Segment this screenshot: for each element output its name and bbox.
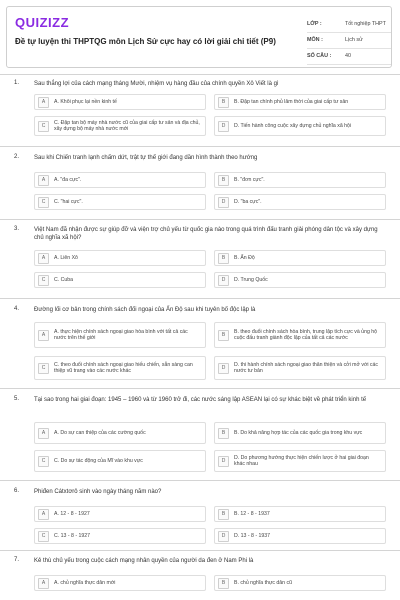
option-letter: D	[218, 531, 229, 542]
option-b[interactable]	[214, 575, 386, 591]
option-text: C. Do sự tác động của Mĩ vào khu vực	[54, 457, 143, 464]
option-text: A. chủ nghĩa thực dân mới	[54, 579, 116, 586]
option-c[interactable]	[34, 194, 206, 210]
option-b[interactable]	[214, 422, 386, 444]
option-letter: A	[38, 97, 49, 108]
question-number: 7.	[14, 557, 20, 563]
option-a[interactable]	[34, 172, 206, 188]
divider	[0, 74, 400, 75]
option-text: C. Cuba	[54, 276, 74, 283]
option-letter: C	[38, 363, 49, 374]
option-text: B. 12 - 8 - 1937	[234, 510, 270, 517]
option-c[interactable]	[34, 450, 206, 472]
option-text: C. theo đuổi chính sách ngoại giao hiếu chiến, sẵn sàng can thiệp vũ trang vào các nước khác	[54, 361, 193, 374]
option-b[interactable]	[214, 250, 386, 266]
option-a[interactable]	[34, 422, 206, 444]
worksheet-title: Đề tự luyện thi THPTQG môn Lịch Sử cực hay có lời giải chi tiết (P9)	[15, 37, 276, 46]
question-number: 6.	[14, 488, 20, 494]
question-text: Đường lối cơ bản trong chính sách đối ngoại của Ấn Độ sau khi tuyên bố độc lập là	[34, 307, 256, 313]
option-text: A. "đa cực".	[54, 176, 82, 183]
meta-value: 40	[345, 53, 351, 59]
meta-key: SỐ CÂU :	[307, 53, 332, 59]
option-letter: C	[38, 456, 49, 467]
option-d[interactable]	[214, 450, 386, 472]
option-text: A. Liên Xô	[54, 254, 78, 261]
divider	[0, 298, 400, 299]
option-letter: B	[218, 428, 229, 439]
option-letter: A	[38, 509, 49, 520]
option-text: A. 12 - 8 - 1927	[54, 510, 90, 517]
option-text: B. theo đuổi chính sách hòa bình, trung lập tích cực và ủng hộ cuộc đấu tranh giành độc lập của tất cả các nước	[234, 328, 378, 341]
option-text: C. 13 - 8 - 1927	[54, 532, 91, 539]
question-2	[0, 154, 400, 218]
option-letter: D	[218, 197, 229, 208]
question-text: Việt Nam đã nhận được sự giúp đỡ và viện trợ chủ yếu từ quốc gia nào trong quá trình đấu tranh giải phóng dân tộc và xây dựng chủ nghĩa xã hội?	[34, 227, 378, 241]
meta-panel	[307, 17, 391, 65]
option-d[interactable]	[214, 356, 386, 380]
option-text: A. Do sự can thiệp của các cường quốc	[54, 429, 146, 436]
option-text: C. "hai cực".	[54, 198, 83, 205]
option-a[interactable]	[34, 506, 206, 522]
question-4	[0, 306, 400, 388]
meta-key: MÔN :	[307, 37, 323, 43]
option-letter: C	[38, 531, 49, 542]
option-text: A. Khôi phục lại nền kinh tế	[54, 98, 117, 105]
question-number: 4.	[14, 306, 20, 312]
option-letter: B	[218, 97, 229, 108]
question-text: Phiđen Cátxtơrô sinh vào ngày tháng năm nào?	[34, 489, 162, 495]
option-a[interactable]	[34, 250, 206, 266]
option-b[interactable]	[214, 506, 386, 522]
question-number: 5.	[14, 396, 20, 402]
question-text: Tại sao trong hai giai đoạn: 1945 – 1960 và từ 1960 trở đi, các nước sáng lập ASEAN lại có sự khác biệt về phát triển kinh tế	[34, 397, 367, 403]
option-text: D. Trung Quốc	[234, 276, 268, 283]
option-c[interactable]	[34, 528, 206, 544]
option-c[interactable]	[34, 116, 206, 136]
option-text: D. 13 - 8 - 1937	[234, 532, 271, 539]
option-c[interactable]	[34, 356, 206, 380]
option-letter: A	[38, 428, 49, 439]
quizizz-logo: QUIZIZZ	[15, 15, 70, 30]
question-6	[0, 488, 400, 550]
question-1	[0, 80, 400, 144]
meta-row-subject	[307, 33, 391, 49]
option-d[interactable]	[214, 528, 386, 544]
option-letter: A	[38, 330, 49, 341]
option-letter: D	[218, 456, 229, 467]
meta-value: Lịch sử	[345, 37, 363, 43]
divider	[0, 219, 400, 220]
question-number: 3.	[14, 226, 20, 232]
worksheet-header	[6, 6, 392, 68]
option-text: A. thực hiện chính sách ngoại giao hòa bình với tất cả các nước trên thế giới	[54, 328, 188, 341]
option-letter: B	[218, 578, 229, 589]
option-text: D. "ba cực".	[234, 198, 262, 205]
option-a[interactable]	[34, 575, 206, 591]
option-letter: A	[38, 175, 49, 186]
option-letter: C	[38, 197, 49, 208]
divider	[0, 146, 400, 147]
option-text: B. chủ nghĩa thực dân cũ	[234, 579, 292, 586]
question-number: 2.	[14, 154, 20, 160]
option-text: D. Do phương hướng thực hiện chiến lược ở hai giai đoạn khác nhau	[234, 454, 369, 467]
option-b[interactable]	[214, 94, 386, 110]
meta-key: LỚP :	[307, 21, 322, 27]
option-d[interactable]	[214, 272, 386, 288]
option-letter: D	[218, 275, 229, 286]
divider	[0, 550, 400, 551]
question-text: Sau thắng lợi của cách mạng tháng Mười, nhiệm vụ hàng đầu của chính quyền Xô Viết là gì	[34, 81, 279, 87]
option-text: C. Đập tan bộ máy nhà nước cũ của giai cấp tư sản và địa chủ, xây dựng bộ máy nhà nước mới	[54, 119, 200, 132]
option-a[interactable]	[34, 94, 206, 110]
question-number: 1.	[14, 80, 20, 86]
option-letter: A	[38, 253, 49, 264]
option-text: D. Tiến hành công cuộc xây dựng chủ nghĩa xã hội	[234, 122, 352, 129]
option-text: B. "đơn cực".	[234, 176, 265, 183]
divider	[0, 480, 400, 481]
option-letter: B	[218, 253, 229, 264]
option-d[interactable]	[214, 116, 386, 136]
option-letter: B	[218, 175, 229, 186]
option-text: B. Đập tan chính phủ lâm thời của giai cấp tư sản	[234, 98, 349, 105]
option-letter: C	[38, 121, 49, 132]
option-b[interactable]	[214, 322, 386, 348]
option-letter: A	[38, 578, 49, 589]
option-letter: C	[38, 275, 49, 286]
option-a[interactable]	[34, 322, 206, 348]
option-letter: D	[218, 363, 229, 374]
option-text: B. Do khả năng hợp tác của các quốc gia trong khu vực	[234, 429, 363, 436]
question-7	[0, 557, 400, 600]
divider	[0, 388, 400, 389]
question-5	[0, 396, 400, 478]
option-d[interactable]	[214, 194, 386, 210]
option-c[interactable]	[34, 272, 206, 288]
option-letter: B	[218, 330, 229, 341]
question-text: Kẻ thù chủ yếu trong cuộc cách mạng nhân quyền của người da đen ở Nam Phi là	[34, 558, 254, 564]
option-b[interactable]	[214, 172, 386, 188]
meta-row-class	[307, 17, 391, 33]
option-letter: D	[218, 121, 229, 132]
question-text: Sau khi Chiến tranh lạnh chấm dứt, trật tự thế giới đang dần hình thành theo hướng	[34, 155, 258, 161]
option-text: D. thi hành chính sách ngoại giao thân thiện và cởi mở với các nước tư bản	[234, 361, 379, 374]
option-letter: B	[218, 509, 229, 520]
meta-value: Tốt nghiệp THPT	[345, 21, 386, 27]
option-text: B. Ấn Độ	[234, 254, 255, 261]
meta-row-count	[307, 49, 391, 65]
question-3	[0, 226, 400, 298]
